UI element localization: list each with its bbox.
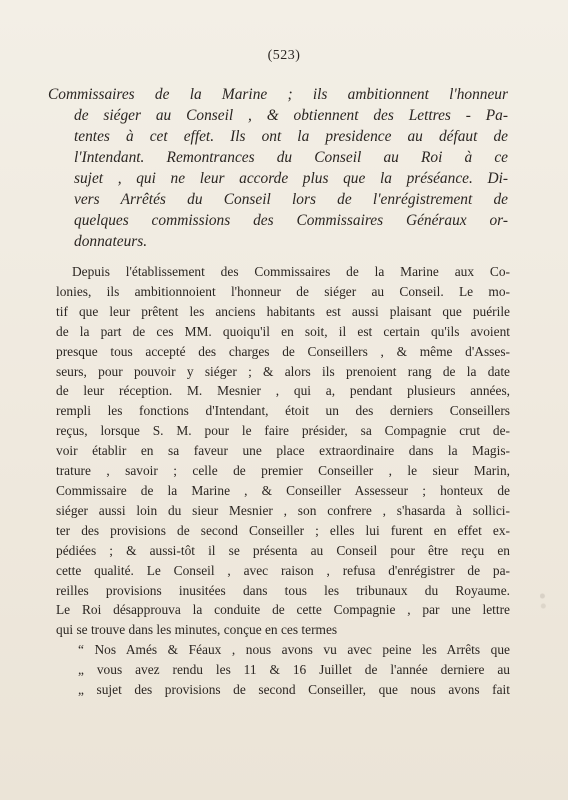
summary-line: l'Intendant. Remontrances du Conseil au Roi à ce [74,149,508,166]
body-line: Depuis l'établissement des Commissaires de la Marine aux Co- [72,264,510,279]
body-line: Le Roi désapprouva la conduite de cette Compagnie , par une lettre [56,602,510,618]
chapter-summary [48,84,508,252]
body-line: ter des provisions de second Conseiller ; elles lui furent en effet ex- [56,522,510,538]
quote-line: “ Nos Amés & Féaux , nous avons vu avec peine les Arrêts que [78,642,510,658]
body-line: reçus, lorsque S. M. pour le faire présider, sa Compagnie crut de- [56,423,510,439]
quote-line: „ sujet des provisions de second Conseiller, que nous avons fait [78,682,510,698]
body-line: pédiées ; & aussi-tôt il se présenta au Conseil pour être reçu en [56,542,510,558]
summary-line: Commissaires de la Marine ; ils ambitionnent l'honneur [48,86,508,103]
body-line: reilles provisions inusitées dans tous les tribunaux du Royaume. [56,582,510,598]
body-line: de la part de ces MM. quoiqu'il en soit, il est certain qu'ils avoient [56,323,510,339]
body-line: de leur réception. M. Mesnier , qui a, pendant plusieurs années, [56,383,510,399]
summary-line: vers Arrêtés du Conseil lors de l'enrégistrement de [74,191,508,208]
body-line: trature , savoir ; celle de premier Conseiller , le sieur Marin, [56,463,510,479]
summary-line: de siéger au Conseil , & obtiennent des Lettres - Pa- [74,107,508,124]
body-line: tif que leur prêtent les anciens habitants est aussi plaisant que puérile [56,303,510,319]
summary-line: quelques commissions des Commissaires Généraux or- [74,212,508,229]
quote-line: „ vous avez rendu les 11 & 16 Juillet de l'année derniere au [78,662,510,678]
summary-line: sujet , qui ne leur accorde plus que la préséance. Di- [74,170,508,187]
body-line: cette qualité. Le Conseil , avec raison , refusa d'enrégistrer de pa- [56,562,510,578]
page-number: (523) [267,48,301,63]
body-line: voir établir en sa faveur une place extraordinaire dans la Magis- [56,443,510,459]
summary-line: tentes à cet effet. Ils ont la presidence au défaut de [74,128,508,145]
paper-speck [540,590,546,610]
body-paragraphs [56,262,510,700]
body-line: rempli les fonctions d'Intendant, étoit un des derniers Conseillers [56,403,510,419]
summary-line: donnateurs. [74,233,148,250]
body-line: Commissaire de la Marine , & Conseiller Assesseur ; honteux de [56,482,510,498]
body-line: seurs, pour pouvoir y siéger ; & alors ils prenoient rang de la date [56,363,510,379]
body-line: siéger aussi loin du sieur Mesnier , son confrere , s'hasarda à sollici- [56,502,510,518]
body-line: lonies, ils ambitionnoient l'honneur de siéger au Conseil. Le mo- [56,283,510,299]
body-line: qui se trouve dans les minutes, conçue en ces termes [56,622,338,638]
body-line: presque tous accepté des charges de Conseillers , & même d'Asses- [56,343,510,359]
